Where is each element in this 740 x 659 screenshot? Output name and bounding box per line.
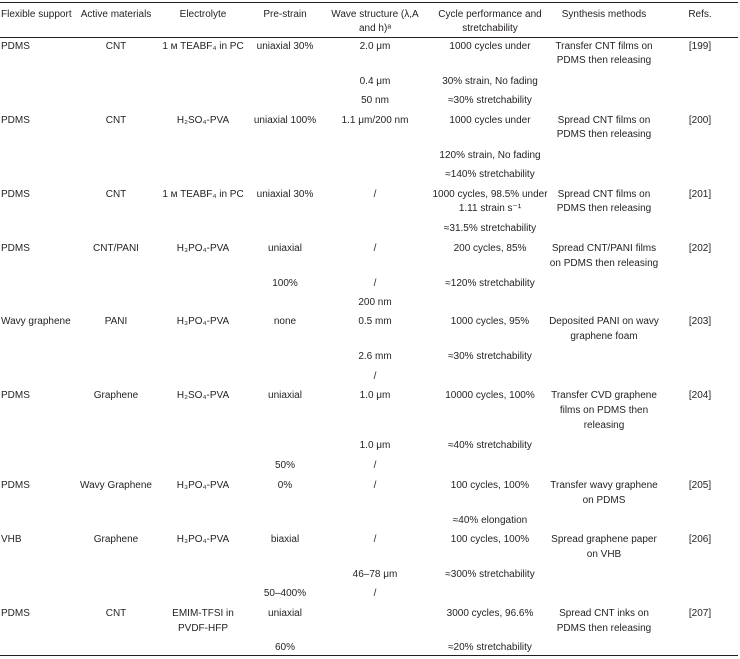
cell-electrolyte: PVDF-HFP [178, 623, 228, 634]
cell-active: Wavy Graphene [80, 480, 152, 491]
header-active-materials: Active materials [80, 9, 152, 20]
cell-electrolyte: 1 ᴍ TEABF₄ in PC [162, 41, 244, 52]
cell-cycle: 120% strain, No fading [439, 150, 541, 161]
cell-cycle: 1000 cycles, 98.5% under [432, 189, 548, 200]
cell-cycle: ≈40% stretchability [448, 440, 532, 451]
cell-synthesis: on PDMS [582, 495, 626, 506]
header-wave-structure-line1: Wave structure (λ,A [331, 9, 419, 20]
cell-support: PDMS [1, 189, 30, 200]
header-synthesis-methods: Synthesis methods [561, 9, 647, 20]
cell-ref: [206] [688, 534, 712, 545]
cell-support: PDMS [1, 243, 30, 254]
cell-cycle: 10000 cycles, 100% [445, 390, 535, 401]
cell-ref: [200] [688, 115, 712, 126]
header-wave-structure-line2: and h)ᵃ [358, 23, 392, 34]
cell-prestrain: 60% [274, 642, 296, 653]
header-pre-strain: Pre-strain [263, 9, 307, 20]
cell-prestrain: uniaxial [268, 390, 302, 401]
cell-wave: 0.5 mm [358, 316, 392, 327]
cell-synthesis: Spread CNT inks on [559, 608, 649, 619]
cell-electrolyte: H₃PO₄-PVA [176, 243, 230, 254]
cell-prestrain: none [273, 316, 297, 327]
cell-active: CNT [105, 189, 127, 200]
cell-cycle: ≈40% elongation [452, 515, 528, 526]
cell-ref: [201] [688, 189, 712, 200]
cell-synthesis: releasing [583, 420, 625, 431]
cell-support: PDMS [1, 41, 30, 52]
cell-ref: [203] [688, 316, 712, 327]
cell-ref: [205] [688, 480, 712, 491]
cell-ref: [199] [688, 41, 712, 52]
cell-prestrain: uniaxial [268, 243, 302, 254]
table-header-rule [0, 37, 738, 38]
cell-support: PDMS [1, 390, 30, 401]
cell-cycle: 3000 cycles, 96.6% [446, 608, 534, 619]
cell-ref: [207] [688, 608, 712, 619]
cell-cycle: ≈30% stretchability [448, 351, 532, 362]
cell-synthesis: on PDMS then releasing [549, 258, 659, 269]
cell-cycle: 1000 cycles under [449, 41, 531, 52]
cell-cycle: 1000 cycles under [449, 115, 531, 126]
table-bottom-rule [0, 655, 738, 656]
cell-synthesis: Spread CNT films on [557, 189, 651, 200]
cell-active: CNT [105, 115, 127, 126]
cell-electrolyte: H₃PO₄-PVA [176, 316, 230, 327]
cell-wave: / [373, 480, 377, 491]
cell-synthesis: Spread CNT films on [557, 115, 651, 126]
cell-wave: 1.0 μm [359, 440, 391, 451]
cell-cycle: ≈31.5% stretchability [443, 223, 537, 234]
header-cycle-performance-line1: Cycle performance and [438, 9, 542, 20]
header-cycle-performance-line2: stretchability [462, 23, 518, 34]
cell-cycle: 100 cycles, 100% [450, 534, 530, 545]
cell-synthesis: Spread graphene paper [551, 534, 657, 545]
cell-wave: 1.1 μm/200 nm [341, 115, 409, 126]
cell-wave: 46–78 μm [352, 569, 398, 580]
cell-wave: / [373, 189, 377, 200]
cell-active: Graphene [93, 390, 139, 401]
cell-active: PANI [104, 316, 128, 327]
cell-support: PDMS [1, 480, 30, 491]
cell-prestrain: uniaxial 100% [253, 115, 317, 126]
cell-wave: / [373, 588, 377, 599]
cell-synthesis: PDMS then releasing [556, 129, 652, 140]
cell-active: CNT [105, 608, 127, 619]
cell-wave: 0.4 μm [359, 76, 391, 87]
cell-support: VHB [1, 534, 22, 545]
cell-wave: 50 nm [361, 95, 389, 106]
cell-wave: / [373, 278, 377, 289]
cell-cycle: 1000 cycles, 95% [450, 316, 530, 327]
cell-electrolyte: H₂SO₄-PVA [176, 115, 230, 126]
cell-cycle: ≈140% stretchability [445, 169, 535, 180]
cell-electrolyte: EMIM-TFSI in [172, 608, 234, 619]
cell-cycle: ≈20% stretchability [448, 642, 532, 653]
cell-prestrain: uniaxial 30% [256, 41, 314, 52]
cell-wave: 2.0 μm [359, 41, 391, 52]
cell-prestrain: 100% [272, 278, 298, 289]
cell-wave: / [373, 534, 377, 545]
cell-synthesis: PDMS then releasing [556, 203, 652, 214]
cell-prestrain: uniaxial [268, 608, 302, 619]
cell-cycle: ≈30% stretchability [448, 95, 532, 106]
cell-wave: 1.0 μm [359, 390, 391, 401]
cell-wave: / [373, 371, 377, 382]
cell-active: CNT/PANI [93, 243, 139, 254]
cell-synthesis: PDMS then releasing [556, 623, 652, 634]
cell-electrolyte: H₃PO₄-PVA [176, 534, 230, 545]
cell-cycle: 1.11 strain s⁻¹ [458, 203, 522, 214]
cell-synthesis: Spread CNT/PANI films [551, 243, 657, 254]
cell-synthesis: Transfer wavy graphene [550, 480, 658, 491]
cell-cycle: ≈120% stretchability [445, 278, 535, 289]
table-top-rule [0, 2, 738, 3]
cell-cycle: ≈300% stretchability [445, 569, 535, 580]
cell-synthesis: graphene foam [570, 331, 638, 342]
header-flexible-support: Flexible support [1, 9, 72, 20]
cell-wave: / [373, 243, 377, 254]
cell-electrolyte: 1 ᴍ TEABF₄ in PC [162, 189, 244, 200]
cell-support: PDMS [1, 608, 30, 619]
cell-prestrain: biaxial [270, 534, 300, 545]
cell-synthesis: on VHB [586, 549, 622, 560]
cell-wave: 2.6 mm [358, 351, 392, 362]
cell-synthesis: PDMS then releasing [556, 55, 652, 66]
cell-synthesis: Transfer CVD graphene [551, 390, 657, 401]
cell-prestrain: 0% [277, 480, 293, 491]
cell-cycle: 100 cycles, 100% [450, 480, 530, 491]
cell-prestrain: 50–400% [263, 588, 307, 599]
cell-prestrain: 50% [274, 460, 296, 471]
cell-active: CNT [105, 41, 127, 52]
cell-ref: [202] [688, 243, 712, 254]
cell-wave: / [373, 460, 377, 471]
header-electrolyte: Electrolyte [179, 9, 227, 20]
cell-support: Wavy graphene [1, 316, 71, 327]
cell-synthesis: Deposited PANI on wavy [549, 316, 659, 327]
cell-synthesis: films on PDMS then [559, 405, 649, 416]
cell-support: PDMS [1, 115, 30, 126]
cell-ref: [204] [688, 390, 712, 401]
header-refs: Refs. [688, 9, 712, 20]
cell-prestrain: uniaxial 30% [256, 189, 314, 200]
cell-electrolyte: H₃PO₄-PVA [176, 480, 230, 491]
cell-synthesis: Transfer CNT films on [555, 41, 653, 52]
cell-wave: 200 nm [358, 297, 392, 308]
cell-electrolyte: H₂SO₄-PVA [176, 390, 230, 401]
cell-cycle: 200 cycles, 85% [453, 243, 527, 254]
cell-active: Graphene [93, 534, 139, 545]
cell-cycle: 30% strain, No fading [442, 76, 538, 87]
